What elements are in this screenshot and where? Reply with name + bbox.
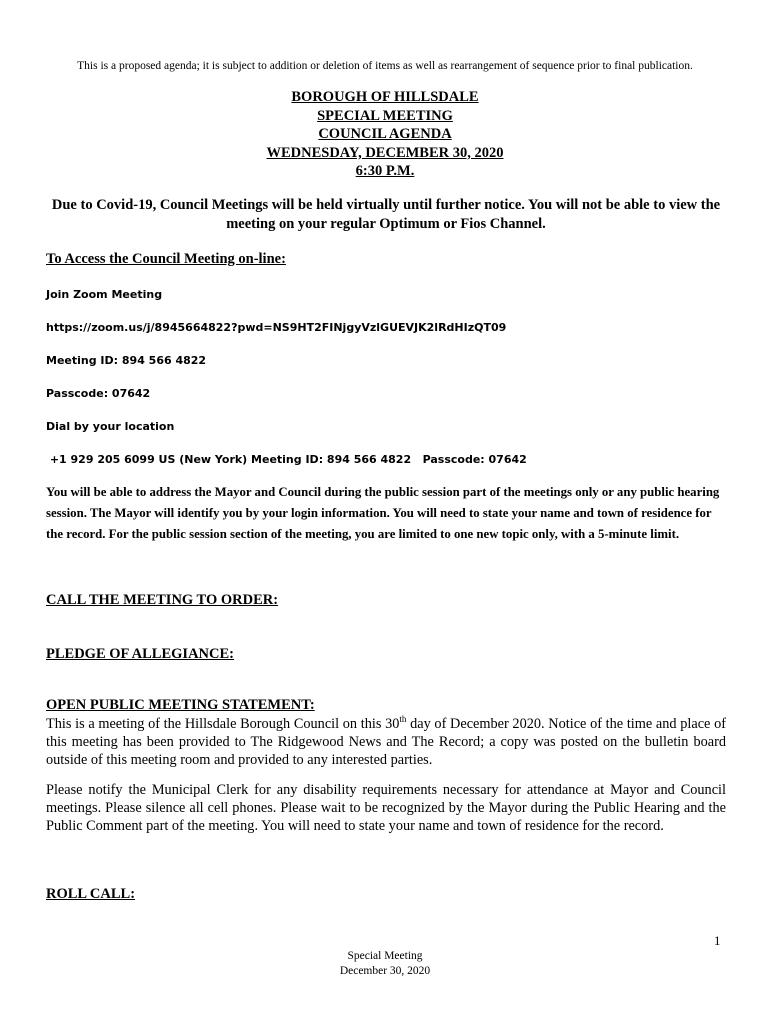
title-agenda: COUNCIL AGENDA: [318, 126, 452, 142]
footer-meeting: Special Meeting: [347, 950, 423, 962]
statement-part2: day of December 2020. Notice of the time and place of this meeting has been provided to The Ridgewood News and The Record; a copy was posted on the bulletin board outside of this meeting room and provided to any interested parties.: [46, 716, 726, 768]
zoom-url: https://zoom.us/j/8945664822?pwd=NS9HT2FINjgyVzlGUEVJK2lRdHIzQT09: [46, 321, 507, 334]
heading-call-to-order: CALL THE MEETING TO ORDER:: [46, 592, 279, 608]
page-number: 1: [714, 933, 721, 948]
public-session-notice: You will be able to address the Mayor and Council during the public session part of the meetings only or any public hearing session. The Mayor will identify you by your login information. You will need to state your name and town of residence for the record. For the public session section of the meeting, you are limited to one new topic only, with a 5-minute limit.: [46, 485, 720, 541]
title-date: WEDNESDAY, DECEMBER 30, 2020: [266, 144, 504, 161]
heading-pledge: PLEDGE OF ALLEGIANCE:: [46, 646, 234, 662]
dial-in-number: +1 929 205 6099 US (New York) Meeting ID: 894 566 4822 Passcode: 07642: [46, 453, 527, 466]
title-time: 6:30 P.M.: [355, 163, 415, 179]
agenda-disclaimer: This is a proposed agenda; it is subject to addition or deletion of items as well as rearrangement of sequence prior to final publication.: [77, 60, 693, 72]
title-borough: BOROUGH OF HILLSDALE: [291, 89, 479, 105]
join-zoom-label: Join Zoom Meeting: [46, 288, 163, 301]
covid-notice: Due to Covid-19, Council Meetings will be held virtually until further notice. You will not be able to view the meeting on your regular Optimum or Fios Channel.: [51, 197, 721, 232]
dial-by-location-label: Dial by your location: [46, 420, 175, 433]
open-meeting-statement: [46, 715, 726, 769]
footer-date: December 30, 2020: [339, 965, 431, 977]
passcode: Passcode: 07642: [46, 387, 151, 400]
heading-roll-call: ROLL CALL:: [46, 886, 136, 902]
statement-part1: This is a meeting of the Hillsdale Borough Council on this 30: [46, 716, 400, 732]
access-heading: To Access the Council Meeting on-line:: [46, 251, 286, 267]
statement-ordinal-suffix: th: [399, 714, 407, 725]
page-footer: [0, 949, 770, 979]
notify-paragraph: Please notify the Municipal Clerk for any disability requirements necessary for attendance at Mayor and Council meetings. Please silence all cell phones. Please wait to be recognized by the Mayor during the Public Hearing and the Public Comment part of the meeting. You will need to state your name and town of residence for the record.: [46, 782, 726, 834]
agenda-title-block: [0, 88, 770, 181]
title-meeting-type: SPECIAL MEETING: [317, 107, 453, 124]
heading-open-meeting: OPEN PUBLIC MEETING STATEMENT:: [46, 697, 315, 713]
meeting-id: Meeting ID: 894 566 4822: [46, 354, 207, 367]
